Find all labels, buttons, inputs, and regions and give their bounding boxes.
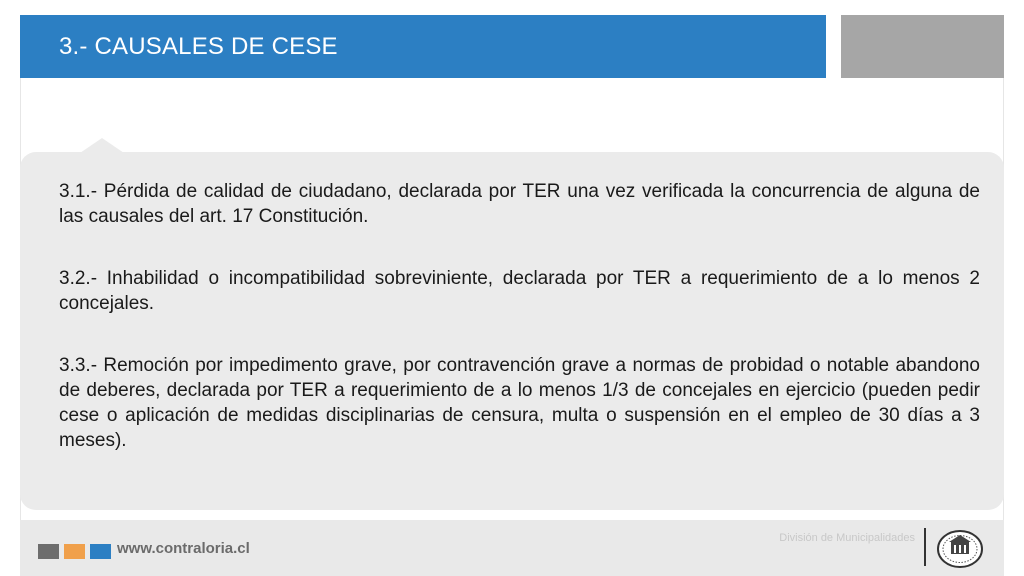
- website-link[interactable]: www.contraloria.cl: [117, 540, 250, 557]
- header-gray-block: [841, 15, 1004, 78]
- cause-item-2: 3.2.- Inhabilidad o incompatibilidad sobreviniente, declarada por TER a requerimiento de a lo menos 2 concejales.: [59, 268, 980, 314]
- panel-notch: [80, 138, 124, 153]
- cause-item-3: 3.3.- Remoción por impedimento grave, por contravención grave a normas de probidad o notable abandono de deberes, declarada por TER a requerimiento de a lo menos 1/3 de concejales en ejercicio (pueden pedir cese o aplicación de medidas disciplinarias de censura, multa o suspensión en el empleo de 30 días a 3 meses).: [59, 355, 980, 451]
- footer-square-gray: [38, 544, 59, 559]
- footer-square-blue: [90, 544, 111, 559]
- footer-band: [20, 520, 1004, 576]
- footer-square-orange: [64, 544, 85, 559]
- footer-divider: [924, 528, 926, 566]
- title-bar: [20, 15, 826, 78]
- content-text: [59, 179, 980, 490]
- division-label: División de Municipalidades: [779, 532, 915, 544]
- content-panel: [20, 152, 1004, 510]
- contraloria-seal-icon: [936, 529, 984, 569]
- cause-item-1: 3.1.- Pérdida de calidad de ciudadano, declarada por TER una vez verificada la concurrencia de alguna de las causales del art. 17 Constitución.: [59, 181, 980, 227]
- slide-title: 3.- CAUSALES DE CESE: [59, 32, 338, 60]
